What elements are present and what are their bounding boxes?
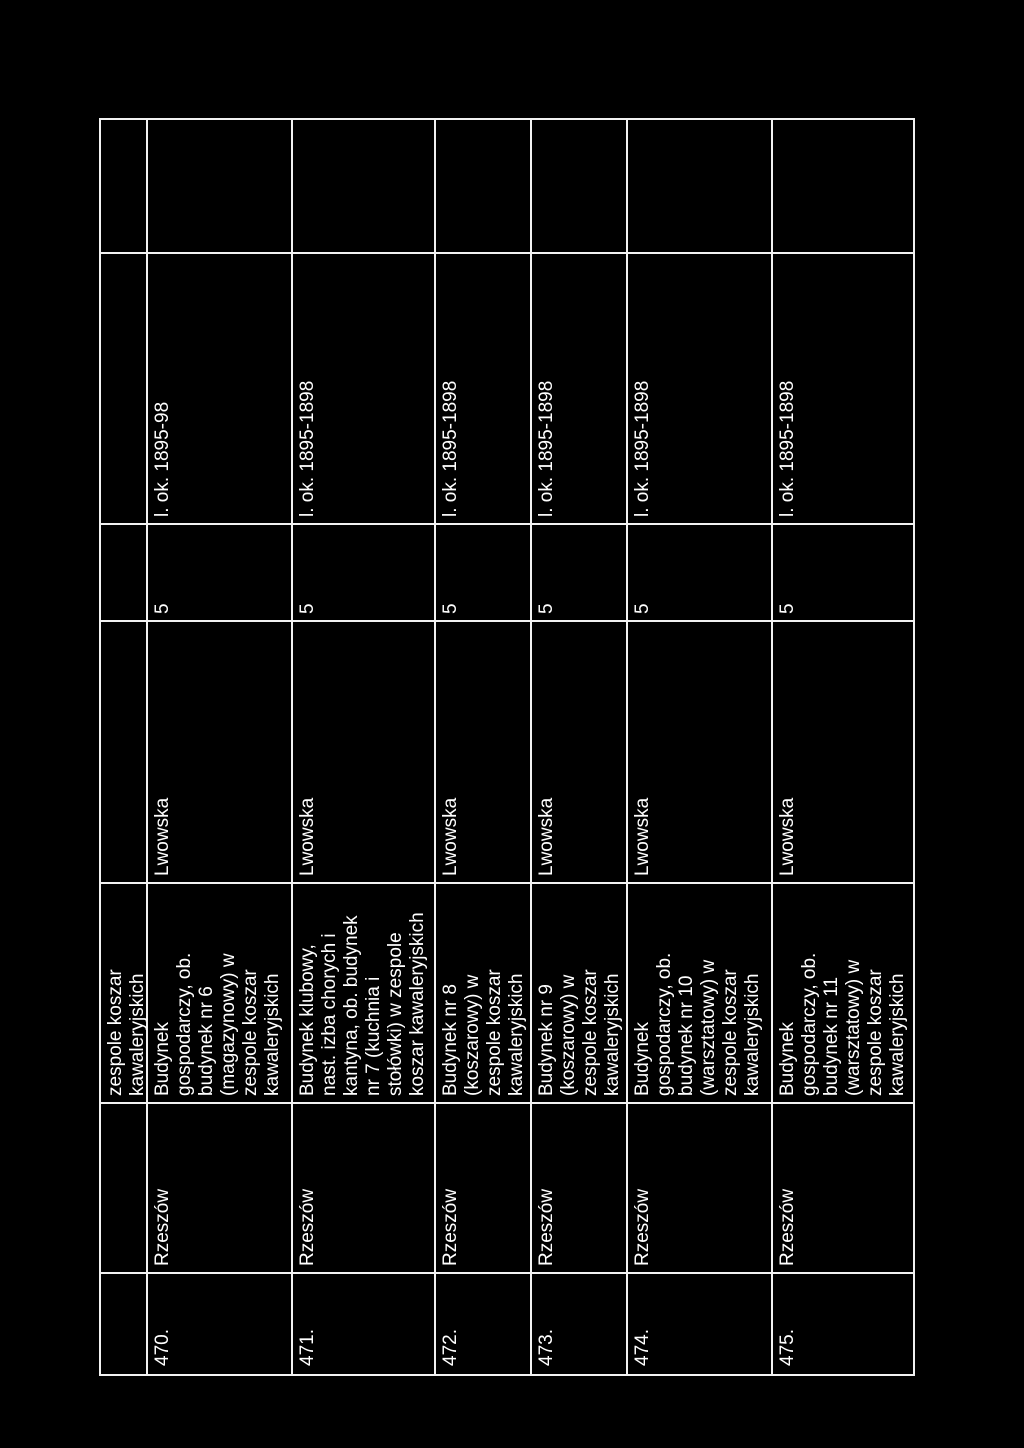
description-line: Budynek (152, 1022, 173, 1096)
dating: l. ok. 1895-1898 (632, 380, 653, 517)
row-number: 474. (632, 1329, 653, 1366)
description-line: Budynek (632, 1022, 653, 1096)
town-cell (148, 1104, 291, 1272)
dating: l. ok. 1895-98 (152, 401, 173, 517)
town-name: Rzeszów (152, 1188, 173, 1266)
description-line: kawaleryjskich (262, 973, 283, 1096)
dating: l. ok. 1895-1898 (297, 380, 318, 517)
row-divider (99, 118, 101, 1376)
description-cell (628, 884, 771, 1102)
description-line: Budynek (777, 1022, 798, 1096)
town-name: Rzeszów (440, 1188, 461, 1266)
row-number: 475. (777, 1329, 798, 1366)
description-cell (773, 884, 913, 1102)
description-line: zespole koszar (720, 969, 741, 1096)
description-line: budynek nr 6 (196, 986, 217, 1096)
row-number: 470. (152, 1329, 173, 1366)
house-number-cell (532, 525, 626, 620)
dating-cell (436, 254, 530, 523)
house-number-cell (436, 525, 530, 620)
description-line: gospodarczy, ob. (799, 952, 820, 1096)
row-number: 473. (536, 1329, 557, 1366)
dating: l. ok. 1895-1898 (777, 380, 798, 517)
street-name: Lwowska (297, 797, 318, 876)
dating: l. ok. 1895-1898 (536, 380, 557, 517)
row-number-cell (532, 1272, 626, 1372)
description-line: nast. izba chorych i (319, 933, 340, 1096)
row-number-cell (148, 1272, 291, 1372)
house-number: 5 (297, 603, 318, 614)
town-name: Rzeszów (777, 1188, 798, 1266)
street-cell (436, 622, 530, 882)
street-name: Lwowska (440, 797, 461, 876)
house-number-cell (148, 525, 291, 620)
description-line: kawaleryjskich (742, 973, 763, 1096)
row-number-cell (436, 1272, 530, 1372)
description-cell (293, 884, 434, 1102)
town-cell (773, 1104, 913, 1272)
description-line: budynek nr 11 (821, 976, 842, 1096)
town-cell (532, 1104, 626, 1272)
house-number: 5 (632, 603, 653, 614)
town-name: Rzeszów (297, 1188, 318, 1266)
dating-cell (148, 254, 291, 523)
house-number: 5 (536, 603, 557, 614)
description-line: nr 7 (kuchnia i (363, 976, 384, 1096)
street-cell (628, 622, 771, 882)
description-line: zespole koszar (865, 969, 886, 1096)
description-cell (148, 884, 291, 1102)
table-border-bottom (99, 1374, 915, 1376)
description-line: zespole koszar (240, 969, 261, 1096)
description-line: (warsztatowy) w (698, 959, 719, 1096)
description-line: Budynek nr 9 (536, 984, 557, 1096)
continued-description-cell (101, 884, 147, 1102)
description-cell (436, 884, 530, 1102)
street-name: Lwowska (777, 797, 798, 876)
house-number: 5 (440, 603, 461, 614)
street-cell (773, 622, 913, 882)
description-line: (warsztatowy) w (843, 959, 864, 1096)
description-line: gospodarczy, ob. (174, 952, 195, 1096)
house-number-cell (773, 525, 913, 620)
town-cell (628, 1104, 771, 1272)
description-line: Budynek nr 8 (440, 984, 461, 1096)
dating-cell (532, 254, 626, 523)
house-number-cell (628, 525, 771, 620)
description-line: kawaleryjskich (602, 973, 623, 1096)
description-line: kawaleryjskich (887, 973, 908, 1096)
description-line: kawaleryjskich (506, 973, 527, 1096)
town-cell (293, 1104, 434, 1272)
description-line: budynek nr 10 (676, 975, 697, 1096)
row-number-cell (773, 1272, 913, 1372)
description-cell (532, 884, 626, 1102)
dating-cell (773, 254, 913, 523)
row-number: 471. (297, 1329, 318, 1366)
continued-description-line: zespole koszar (105, 969, 126, 1096)
house-number-cell (293, 525, 434, 620)
town-name: Rzeszów (632, 1188, 653, 1266)
description-line: (magazynowy) w (218, 953, 239, 1096)
town-cell (436, 1104, 530, 1272)
street-name: Lwowska (536, 797, 557, 876)
row-number: 472. (440, 1329, 461, 1366)
house-number: 5 (152, 603, 173, 614)
table-border-top (99, 118, 915, 120)
description-line: stołówki) w zespole (385, 932, 406, 1096)
description-line: zespole koszar (580, 969, 601, 1096)
description-line: (koszarowy) w (558, 974, 579, 1096)
dating: l. ok. 1895-1898 (440, 380, 461, 517)
row-number-cell (293, 1272, 434, 1372)
street-cell (293, 622, 434, 882)
dating-cell (293, 254, 434, 523)
house-number: 5 (777, 603, 798, 614)
row-number-cell (628, 1272, 771, 1372)
description-line: kantyna, ob. budynek (341, 915, 362, 1096)
table-border-right (913, 118, 915, 1376)
description-line: (koszarowy) w (462, 974, 483, 1096)
dating-cell (628, 254, 771, 523)
continued-description-line: kawaleryjskich (127, 973, 148, 1096)
street-cell (148, 622, 291, 882)
description-line: Budynek klubowy, (297, 944, 318, 1096)
street-cell (532, 622, 626, 882)
description-line: koszar kawaleryjskich (407, 912, 428, 1096)
description-line: gospodarczy, ob. (654, 952, 675, 1096)
street-name: Lwowska (152, 797, 173, 876)
town-name: Rzeszów (536, 1188, 557, 1266)
description-line: zespole koszar (484, 969, 505, 1096)
street-name: Lwowska (632, 797, 653, 876)
